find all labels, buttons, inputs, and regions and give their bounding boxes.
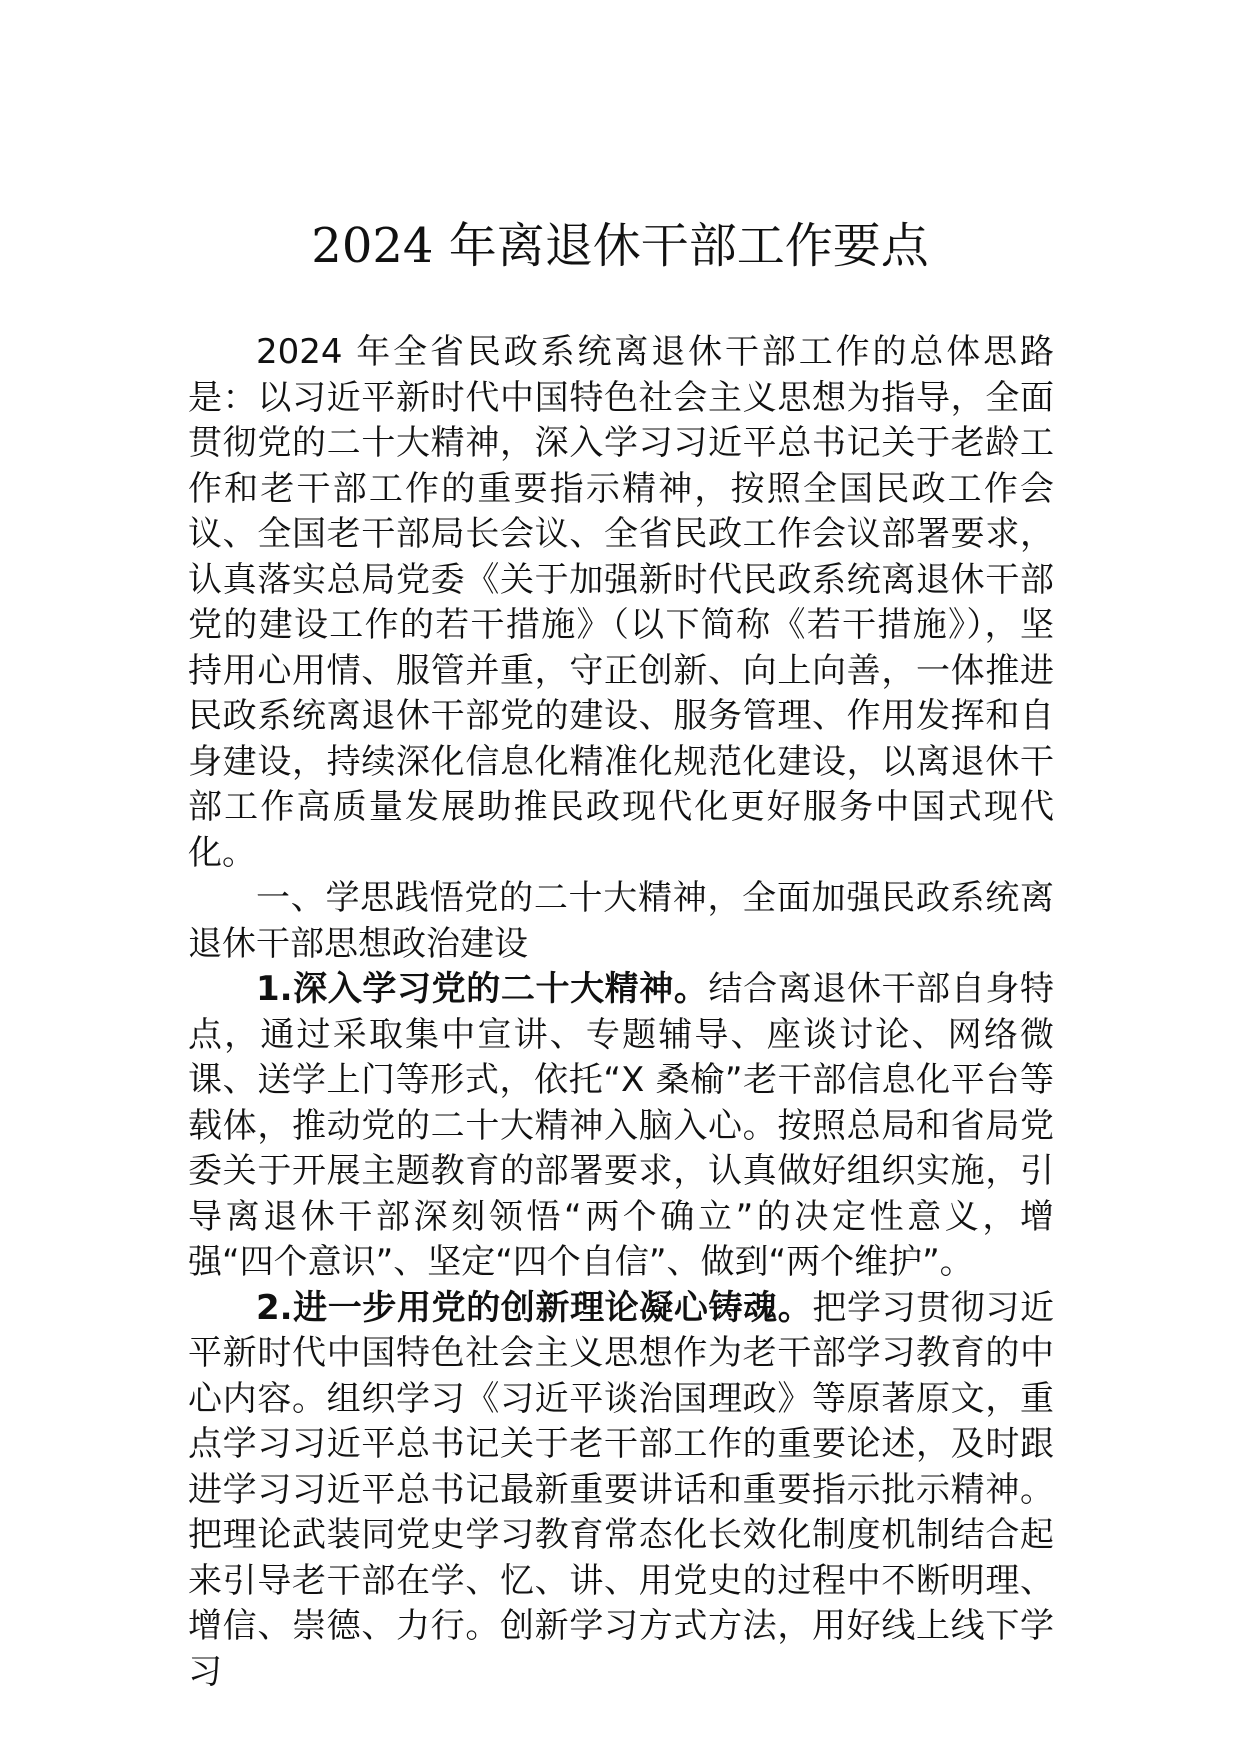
item-lead: 2.进一步用党的创新理论凝心铸魂。 bbox=[256, 1287, 813, 1328]
section-heading: 一、学思践悟党的二十大精神，全面加强民政系统离退休干部思想政治建设 bbox=[188, 878, 1054, 964]
list-item bbox=[188, 967, 1054, 1286]
document-body bbox=[188, 330, 1054, 1695]
item-lead: 1.深入学习党的二十大精神。 bbox=[256, 969, 709, 1009]
intro-paragraph: 2024 年全省民政系统离退休干部工作的总体思路是：以习近平新时代中国特色社会主义思想为指导，全面贯彻党的二十大精神，深入学习习近平总书记关于老龄工作和老干部工作的重要指示精神，按照全国民政工作会议、全国老干部局长会议、全省民政工作会议部署要求，认真落实总局党委《关于加强新时代民政系统离退休干部党的建设工作的若干措施》（以下简称《若干措施》），坚持用心用情、服管并重，守正创新、向上向善，一体推进民政系统离退休干部党的建设、服务管理、作用发挥和自身建设，持续深化信息化精准化规范化建设，以离退休干部工作高质量发展助推民政现代化更好服务中国式现代化。 bbox=[188, 332, 1054, 873]
list-item bbox=[188, 1286, 1054, 1696]
document-title: 2024 年离退休干部工作要点 bbox=[311, 218, 929, 274]
item-text: 结合离退休干部自身特点，通过采取集中宣讲、专题辅导、座谈讨论、网络微课、送学上门等形式，依托“X 桑榆”老干部信息化平台等载体，推动党的二十大精神入脑入心。按照总局和省局党委关于开展主题教育的部署要求，认真做好组织实施，引导离退休干部深刻领悟“两个确立”的决定性意义，增强“四个意识”、坚定“四个自信”、做到“两个维护”。 bbox=[188, 969, 1055, 1282]
item-text: 把学习贯彻习近平新时代中国特色社会主义思想作为老干部学习教育的中心内容。组织学习《习近平谈治国理政》等原著原文，重点学习习近平总书记关于老干部工作的重要论述，及时跟进学习习近平总书记最新重要讲话和重要指示批示精神。把理论武装同党史学习教育常态化长效化制度机制结合起来引导老干部在学、忆、讲、用党史的过程中不断明理、增信、崇德、力行。创新学习方式方法，用好线上线下学习 bbox=[188, 1287, 1055, 1692]
